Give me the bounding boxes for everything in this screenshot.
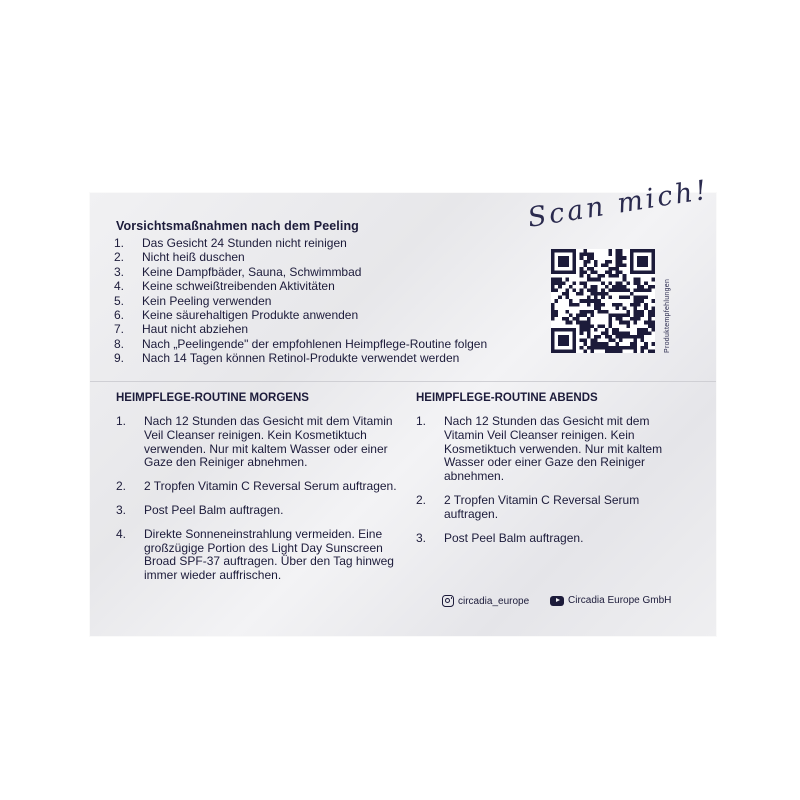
list-item bbox=[116, 415, 402, 470]
item-number: 6. bbox=[114, 308, 125, 323]
item-number: 9. bbox=[114, 351, 125, 366]
item-text: Post Peel Balm auftragen. bbox=[144, 502, 284, 517]
qr-code[interactable] bbox=[551, 249, 655, 353]
item-number: 3. bbox=[116, 502, 127, 517]
list-item bbox=[114, 337, 487, 351]
item-number: 2. bbox=[416, 492, 427, 507]
list-item bbox=[114, 265, 487, 279]
list-item bbox=[416, 415, 676, 484]
item-number: 1. bbox=[114, 236, 125, 250]
item-text: Nach 12 Stunden das Gesicht mit dem Vitamin Veil Cleanser reinigen. Kein Kosmetiktuch verwenden. Nur mit kaltem Wasser oder einer Gaze den Reiniger abnehmen. bbox=[444, 414, 663, 484]
instagram-icon bbox=[442, 595, 454, 607]
qr-label: Produktempfehlungen bbox=[664, 278, 671, 353]
list-item bbox=[114, 279, 487, 293]
list-item bbox=[114, 351, 487, 365]
item-number: 2. bbox=[116, 479, 127, 494]
list-item bbox=[116, 528, 402, 583]
item-number: 3. bbox=[114, 264, 125, 279]
item-text: 2 Tropfen Vitamin C Reversal Serum auftragen. bbox=[444, 492, 640, 521]
morning-routine-title: HEIMPFLEGE-ROUTINE MORGENS bbox=[116, 392, 309, 404]
item-text: Keine schweißtreibenden Aktivitäten bbox=[142, 279, 335, 294]
list-item bbox=[416, 494, 676, 522]
item-text: 2 Tropfen Vitamin C Reversal Serum auftragen. bbox=[144, 479, 397, 494]
list-item bbox=[114, 236, 487, 250]
item-text: Nicht heiß duschen bbox=[142, 250, 245, 265]
instagram-link[interactable] bbox=[442, 595, 529, 607]
morning-routine-list bbox=[116, 415, 402, 593]
item-text: Kein Peeling verwenden bbox=[142, 293, 272, 308]
item-text: Post Peel Balm auftragen. bbox=[444, 530, 584, 545]
instagram-handle: circadia_europe bbox=[458, 595, 530, 607]
item-text: Keine säurehaltigen Produkte anwenden bbox=[142, 308, 359, 323]
youtube-icon bbox=[550, 596, 564, 606]
evening-routine-list bbox=[416, 415, 676, 555]
item-number: 8. bbox=[114, 336, 125, 351]
item-number: 4. bbox=[114, 279, 125, 294]
list-item bbox=[416, 532, 676, 546]
list-item bbox=[116, 480, 402, 494]
list-item bbox=[114, 308, 487, 322]
item-text: Haut nicht abziehen bbox=[142, 322, 249, 337]
item-number: 2. bbox=[114, 250, 125, 265]
item-number: 7. bbox=[114, 322, 125, 337]
item-number: 1. bbox=[416, 414, 427, 428]
item-text: Direkte Sonneneinstrahlung vermeiden. Eine großzügige Portion des Light Day Sunscreen Broad SPF-37 auftragen. Über den Tag hinweg immer wieder auffrischen. bbox=[144, 526, 394, 583]
item-number: 4. bbox=[116, 526, 127, 541]
item-text: Das Gesicht 24 Stunden nicht reinigen bbox=[142, 236, 347, 250]
list-item bbox=[114, 250, 487, 264]
list-item bbox=[116, 504, 402, 518]
precautions-list bbox=[114, 236, 487, 366]
list-item bbox=[114, 322, 487, 336]
precautions-title: Vorsichtsmaßnahmen nach dem Peeling bbox=[116, 219, 359, 233]
item-number: 3. bbox=[416, 530, 427, 545]
scan-me-handwriting: Scan mich! bbox=[525, 174, 712, 234]
section-divider bbox=[90, 381, 716, 382]
item-text: Nach „Peelingende" der empfohlenen Heimpflege-Routine folgen bbox=[142, 336, 488, 351]
item-text: Nach 12 Stunden das Gesicht mit dem Vitamin Veil Cleanser reinigen. Kein Kosmetiktuch verwenden. Nur mit kaltem Wasser oder einer Gaze den Reiniger abnehmen. bbox=[144, 414, 393, 470]
evening-routine-title: HEIMPFLEGE-ROUTINE ABENDS bbox=[416, 392, 598, 404]
item-text: Nach 14 Tagen können Retinol-Produkte verwendet werden bbox=[142, 351, 460, 366]
youtube-link[interactable] bbox=[550, 595, 671, 606]
list-item bbox=[114, 294, 487, 308]
item-text: Keine Dampfbäder, Sauna, Schwimmbad bbox=[142, 264, 362, 279]
item-number: 1. bbox=[116, 414, 127, 428]
youtube-channel: Circadia Europe GmbH bbox=[568, 595, 672, 606]
instruction-card bbox=[90, 174, 716, 636]
item-number: 5. bbox=[114, 293, 125, 308]
